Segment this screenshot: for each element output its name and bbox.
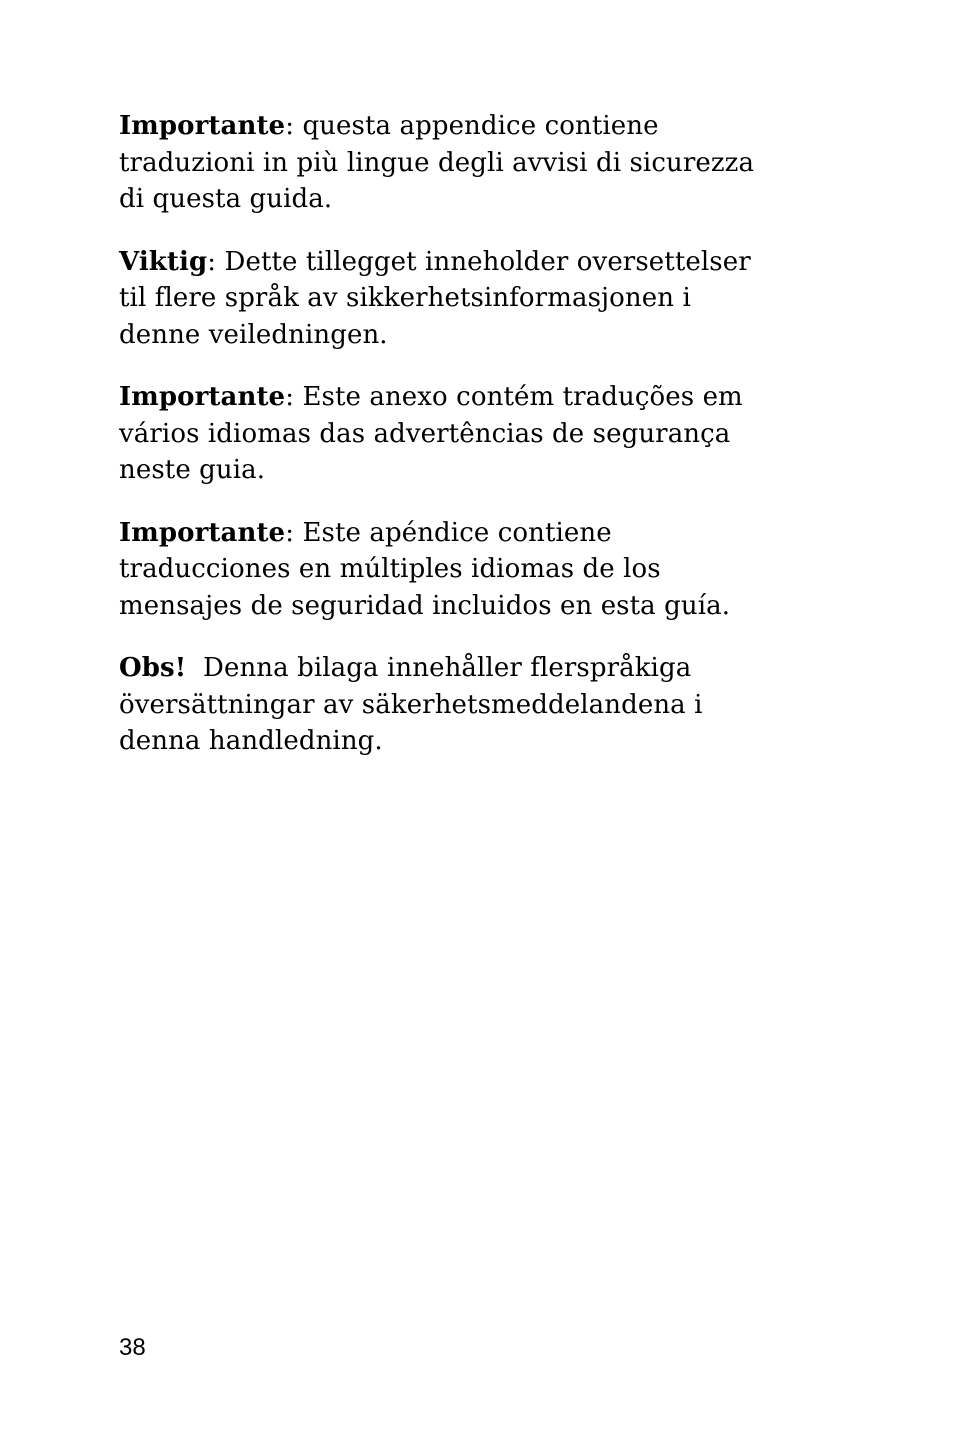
notice-line: denne veiledningen. [119,319,388,350]
notice-label: Importante [119,517,286,548]
notice-line: denna handledning. [119,726,383,756]
notice-text: : Este apéndice contiene [285,517,612,548]
notice-portuguese [119,379,799,489]
notice-line [119,650,799,687]
notice-line: översättningar av säkerhetsmeddelandena i [119,689,703,720]
notice-line [119,379,799,416]
notice-line: di questa guida. [119,184,333,214]
notice-spanish [119,515,799,625]
notice-line: neste guia. [119,455,266,485]
notice-line [119,108,799,145]
notice-text: : Este anexo contém traduções em [285,382,743,412]
notice-italian [119,108,799,218]
notice-norwegian [119,244,799,354]
notice-label: Importante [119,111,286,141]
notice-line: mensajes de seguridad incluidos en esta guía. [119,590,731,621]
notice-label: Viktig [119,246,208,277]
page-content [119,108,799,786]
notice-text: : questa appendice contiene [285,111,659,141]
page-number: 38 [119,1334,146,1361]
notice-text: Denna bilaga innehåller flerspråkiga [186,653,692,683]
notice-line: traduzioni in più lingue degli avvisi di sicurezza [119,147,755,178]
notice-line: vários idiomas das advertências de segurança [119,418,731,449]
notice-line: traducciones en múltiples idiomas de los [119,554,661,584]
notice-label: Obs! [119,653,187,683]
notice-line [119,244,799,281]
notice-text: : Dette tillegget inneholder oversettelser [207,246,751,277]
notice-line: til flere språk av sikkerhetsinformasjonen i [119,283,691,313]
notice-line [119,515,799,552]
notice-label: Importante [119,382,286,412]
notice-swedish [119,650,799,760]
